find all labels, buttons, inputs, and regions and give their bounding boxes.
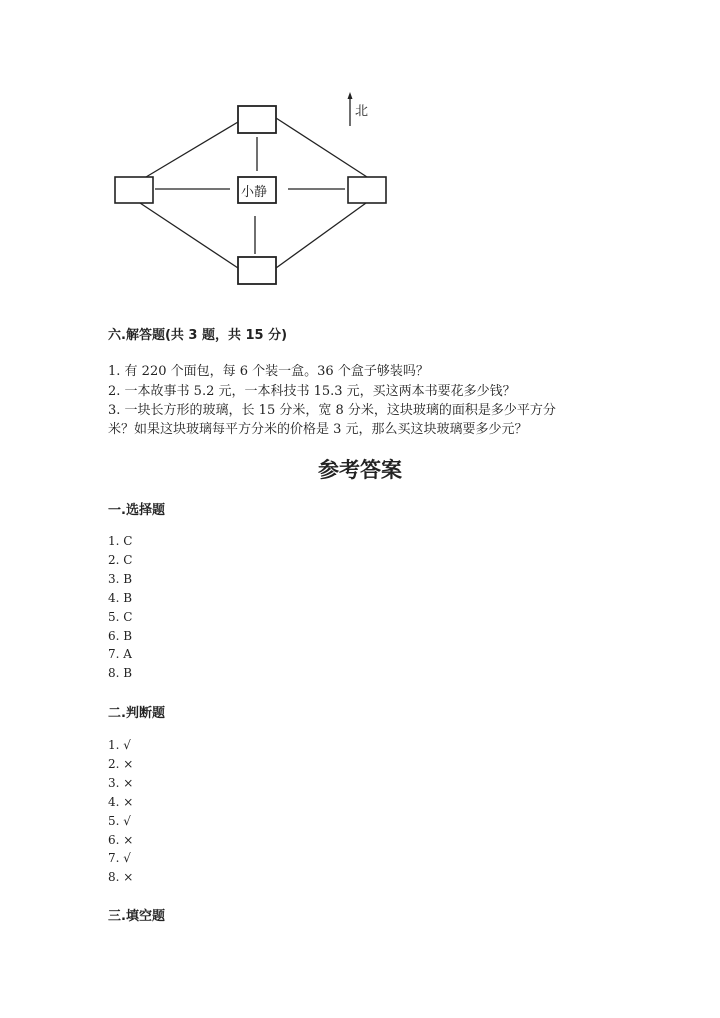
box-west: [115, 177, 153, 203]
part1-heading: 一.选择题: [108, 503, 165, 518]
box-east: [348, 177, 386, 203]
center-label: 小静: [241, 185, 268, 200]
part3-heading: 三.填空题: [108, 909, 165, 924]
question: 2. 一本故事书 5.2 元，一本科技书 15.3 元，买这两本书要花多少钱？: [108, 384, 516, 399]
edge: [276, 118, 367, 177]
answer-item: 4. ×: [108, 794, 134, 809]
answer-item: 4. B: [108, 590, 133, 605]
answer-item: 1. C: [108, 534, 133, 548]
answer-item: 2. ×: [108, 756, 134, 771]
question-continued: 米？如果这块玻璃每平方分米的价格是 3 元，那么买这块玻璃要多少元？: [108, 422, 528, 437]
section6-heading: 六.解答题(共 3 题，共 15 分): [108, 328, 288, 343]
answer-item: 7. √: [108, 851, 131, 866]
answer-item: 7. A: [108, 647, 132, 662]
map-diagram: [0, 0, 720, 300]
answer-item: 3. B: [108, 571, 133, 586]
edge: [276, 203, 366, 268]
box-north: [238, 106, 276, 133]
edge: [146, 122, 238, 177]
part2-heading: 二.判断题: [108, 706, 165, 721]
answer-item: 5. √: [108, 813, 131, 828]
answers-title: 参考答案: [318, 458, 402, 482]
answer-item: 1. √: [108, 738, 131, 752]
answer-item: 5. C: [108, 609, 133, 624]
answer-item: 2. C: [108, 552, 133, 567]
answer-item: 3. ×: [108, 775, 134, 790]
box-south: [238, 257, 276, 284]
answer-item: 8. B: [108, 666, 133, 681]
edge: [140, 203, 238, 268]
question: 1. 有 220 个面包，每 6 个装一盒。36 个盒子够装吗？: [108, 364, 429, 379]
north-arrow-head-icon: [348, 92, 353, 99]
answer-item: 6. B: [108, 628, 133, 643]
north-label: 北: [355, 104, 369, 119]
answer-item: 8. ×: [108, 870, 134, 885]
answer-item: 6. ×: [108, 832, 134, 847]
question: 3. 一块长方形的玻璃，长 15 分米，宽 8 分米，这块玻璃的面积是多少平方分: [108, 403, 556, 418]
